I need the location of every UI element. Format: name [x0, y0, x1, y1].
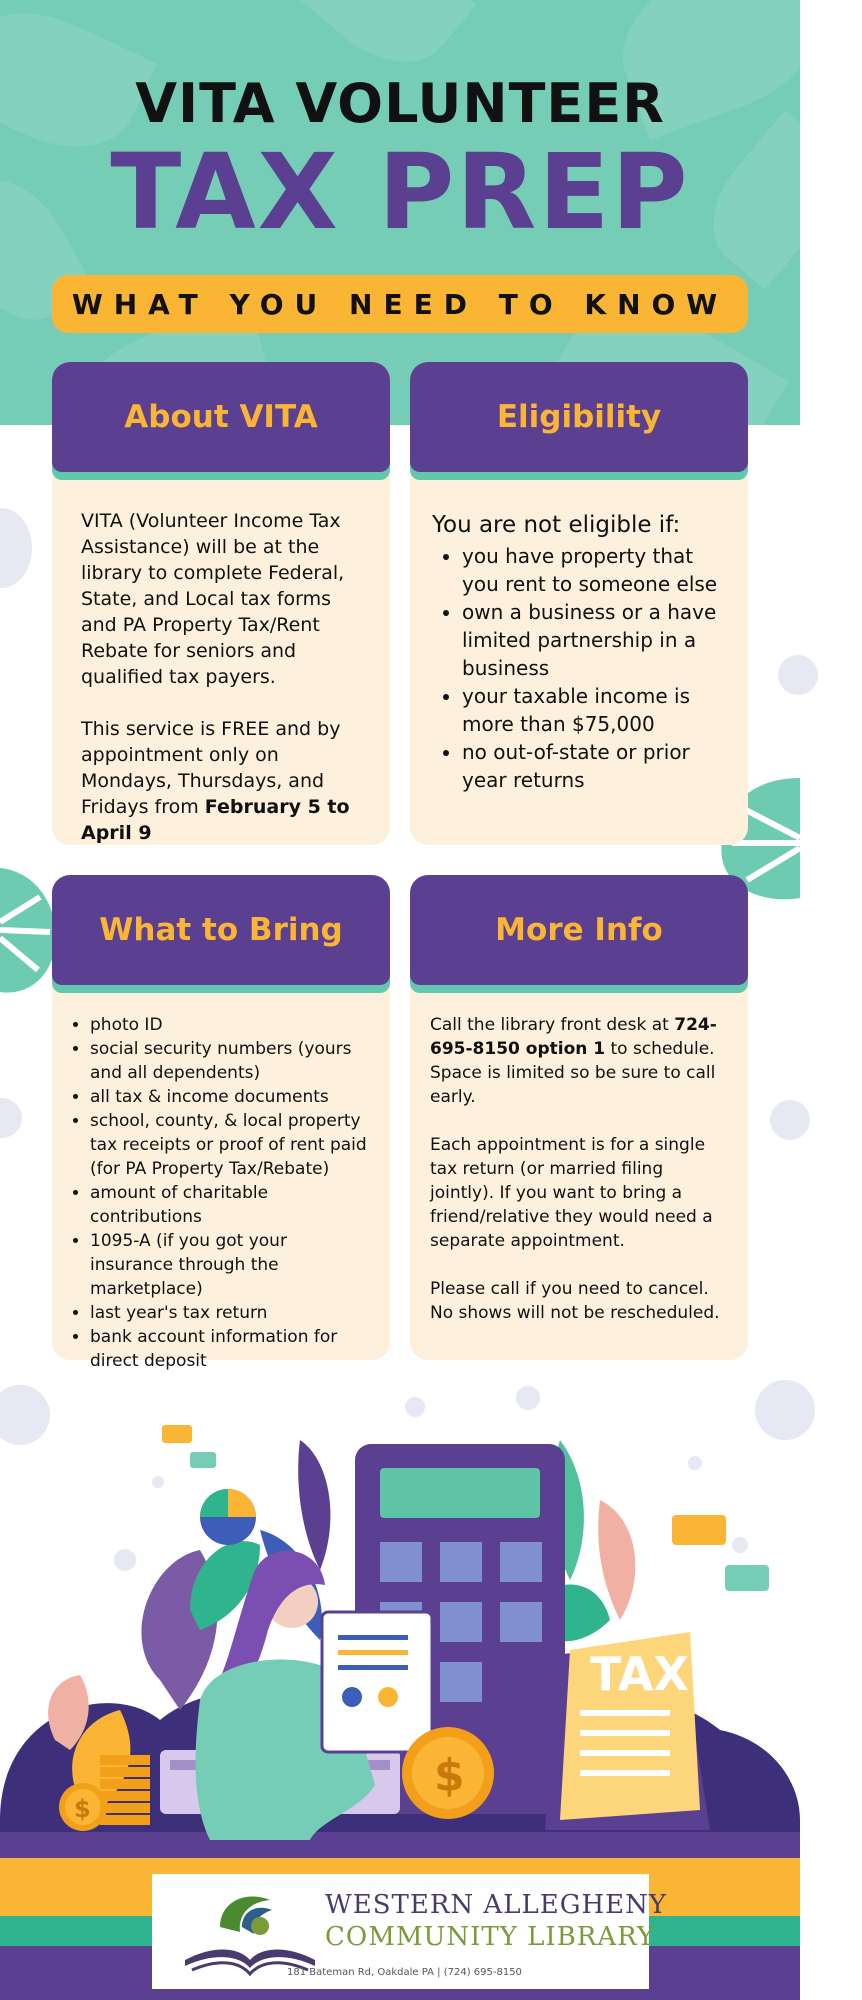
eligibility-list — [432, 542, 728, 794]
about-body — [52, 490, 390, 845]
subtitle-text: WHAT YOU NEED TO KNOW — [71, 287, 729, 321]
coin-symbol: $ — [74, 1795, 91, 1823]
decor-dot — [778, 655, 818, 695]
list-item: • no out-of-state or prior year returns — [462, 738, 728, 794]
tax-illustration — [0, 1380, 800, 1860]
list-item: • your taxable income is more than $75,000 — [462, 682, 728, 738]
tax-label: TAX — [590, 1647, 689, 1701]
message-icon — [190, 1452, 216, 1468]
about-paragraph-2 — [81, 716, 364, 846]
decor-dot — [0, 508, 32, 588]
list-item: • last year's tax return — [90, 1301, 374, 1325]
about-heading: About VITA — [124, 399, 318, 435]
more-info-paragraph-2: Each appointment is for a single tax return (or married filing jointly). If you want to bring a friend/relative they would need a separate appointment. — [430, 1135, 713, 1251]
decor-dot — [114, 1549, 136, 1571]
decor-dot — [688, 1456, 702, 1470]
leaf-icon — [298, 1440, 330, 1570]
message-icon — [725, 1565, 769, 1591]
eligibility-heading: Eligibility — [496, 399, 662, 435]
decor-dot — [755, 1380, 815, 1440]
decor-dot — [770, 1100, 810, 1140]
bring-list — [64, 1013, 374, 1373]
call-tail-text: to schedule. Space is limited so be sure to call early. — [430, 1039, 716, 1107]
card-header — [410, 875, 748, 985]
more-info-heading: More Info — [495, 912, 663, 948]
bring-body — [52, 1003, 390, 1371]
about-schedule-text: This service is FREE and by appointment only on Mondays, Thursdays, and Fridays from — [81, 718, 341, 818]
library-address: 181 Bateman Rd, Oakdale PA | (724) 695-8150 — [287, 1967, 522, 1978]
about-vita-card — [52, 362, 390, 845]
monstera-leaf-icon — [0, 862, 60, 998]
what-to-bring-card — [52, 875, 390, 1371]
decor-dot — [0, 1385, 50, 1445]
card-header — [52, 875, 390, 985]
decor-dot — [732, 1537, 748, 1553]
open-book-logo-icon — [180, 1882, 320, 1977]
logo-line-1: WESTERN ALLEGHENY — [325, 1890, 668, 1920]
more-info-body — [410, 1003, 748, 1360]
title-line-1: VITA VOLUNTEER — [135, 72, 665, 135]
decor-dot — [0, 1098, 22, 1138]
list-item: • 1095-A (if you got your insurance through the marketplace) — [90, 1229, 374, 1301]
call-lead-text: Call the library front desk at — [430, 1015, 675, 1035]
subtitle-banner — [52, 275, 748, 333]
eligibility-card — [410, 362, 748, 845]
eligibility-body — [410, 490, 748, 845]
decor-dot — [152, 1476, 164, 1488]
title-line-2: TAX PREP — [110, 131, 690, 253]
decor-dot — [516, 1386, 540, 1410]
decor-dot — [405, 1397, 425, 1417]
list-item: • social security numbers (yours and all dependents) — [90, 1037, 374, 1085]
list-item: • bank account information for direct deposit — [90, 1325, 374, 1373]
list-item: • you have property that you rent to someone else — [462, 542, 728, 598]
logo-line-2: COMMUNITY LIBRARY — [325, 1922, 656, 1952]
more-info-paragraph-3: Please call if you need to cancel. No shows will not be rescheduled. — [430, 1279, 720, 1323]
message-icon — [672, 1515, 726, 1545]
list-item: • school, county, & local property tax receipts or proof of rent paid (for PA Property Tax/Rebate) — [90, 1109, 374, 1181]
more-info-card — [410, 875, 748, 1360]
about-dates: February 5 to April 9 — [81, 796, 350, 844]
bring-heading: What to Bring — [99, 912, 343, 948]
document-icon — [322, 1612, 432, 1752]
phone-number: 724-695-8150 option 1 — [430, 1015, 717, 1059]
library-logo — [152, 1874, 668, 1989]
list-item: • own a business or a have limited partnership in a business — [462, 598, 728, 682]
message-icon — [162, 1425, 192, 1443]
coin-symbol: $ — [434, 1750, 465, 1801]
list-item: • all tax & income documents — [90, 1085, 374, 1109]
eligibility-lead: You are not eligible if: — [432, 512, 681, 538]
card-header — [52, 362, 390, 472]
about-paragraph-1: VITA (Volunteer Income Tax Assistance) will be at the library to complete Federal, State, and Local tax forms and PA Property Tax/Rent Rebate for seniors and qualified tax payers. — [81, 510, 345, 688]
list-item: • photo ID — [90, 1013, 374, 1037]
leaf-icon — [598, 1500, 635, 1620]
more-info-paragraph-1 — [430, 1013, 730, 1109]
list-item: • amount of charitable contributions — [90, 1181, 374, 1229]
card-header — [410, 362, 748, 472]
